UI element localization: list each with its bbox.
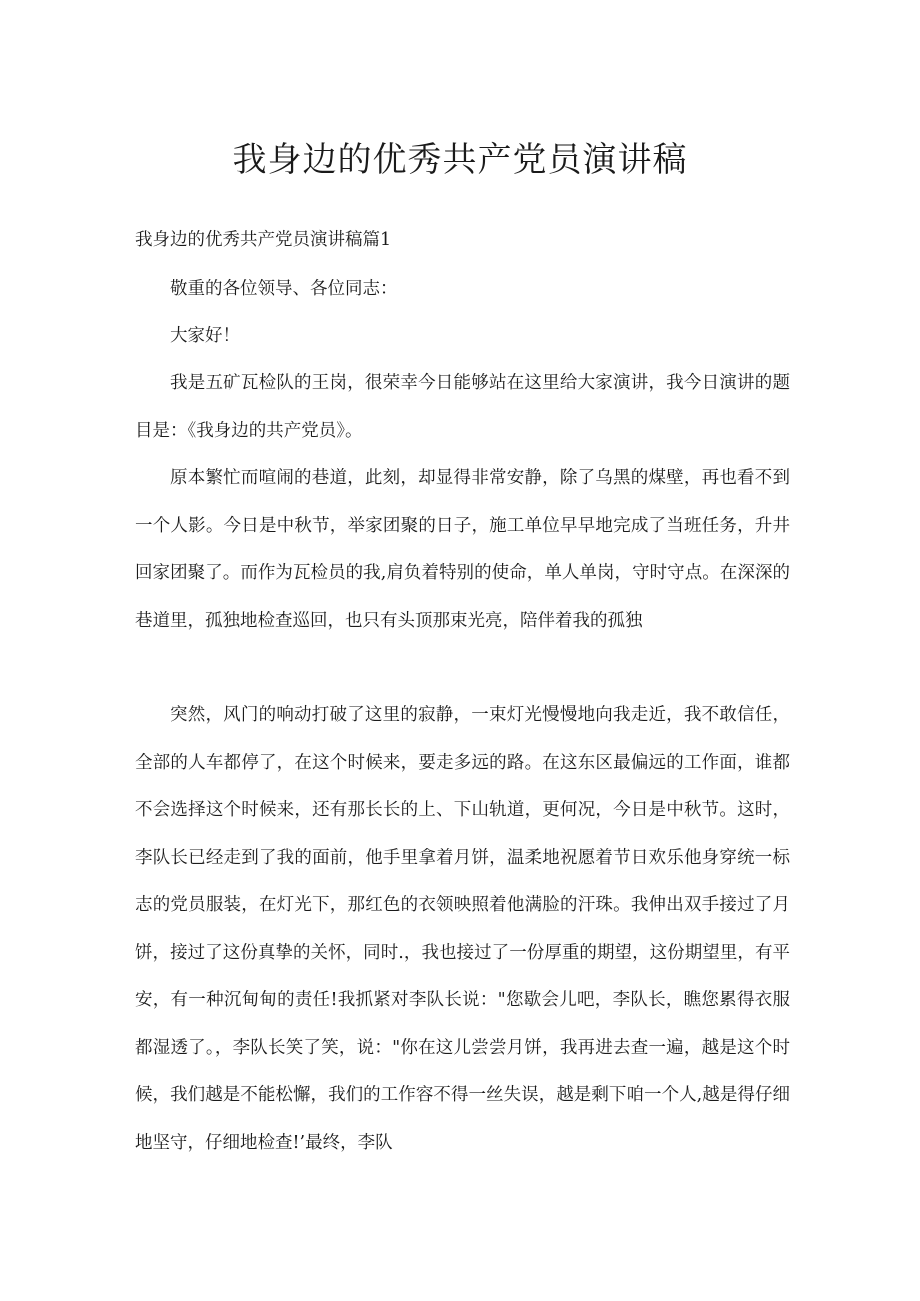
page-title: 我身边的优秀共产党员演讲稿: [232, 140, 688, 180]
paragraph-tunnel-scene: 原本繁忙而喧闹的巷道，此刻，却显得非常安静，除了乌黑的煤壁，再也看不到一个人影。今日是中秋节，举家团聚的日子，施工单位早早地完成了当班任务，升井回家团聚了。而作为瓦检员的我,肩负着特别的使命，单人单岗，守时守点。在深深的巷道里，孤独地检查巡回，也只有头顶那束光亮，陪伴着我的孤独: [135, 468, 790, 631]
paragraph-greeting: 大家好！: [170, 326, 240, 346]
paragraph-salutation: 敬重的各位领导、各位同志：: [170, 279, 398, 299]
paragraph-introduction: 我是五矿瓦检队的王岗，很荣幸今日能够站在这里给大家演讲，我今日演讲的题目是：《我身边的共产党员》。: [135, 373, 790, 441]
paragraph-captain-visit: 突然，风门的响动打破了这里的寂静，一束灯光慢慢地向我走近，我不敢信任，全部的人车都停了，在这个时候来，要走多远的路。在这东区最偏远的工作面，谁都不会选择这个时候来，还有那长长的上、下山轨道，更何况，今日是中秋节。这时，李队长已经走到了我的面前，他手里拿着月饼，温柔地祝愿着节日欢乐他身穿统一标志的党员服装，在灯光下，那红色的衣领映照着他满脸的汗珠。我伸出双手接过了月饼，接过了这份真挚的关怀，同时.，我也接过了一份厚重的期望，这份期望里，有平安，有一种沉甸甸的责任!我抓紧对李队长说："您歇会儿吧，李队长，瞧您累得衣服都湿透了。，李队长笑了笑，说："你在这儿尝尝月饼，我再进去查一遍，越是这个时候，我们越是不能松懈，我们的工作容不得一丝失误，越是剩下咱一个人,越是得仔细地坚守，仔细地检查!’最终，李队: [135, 705, 790, 1153]
section-heading: 我身边的优秀共产党员演讲稿篇1: [135, 230, 392, 250]
